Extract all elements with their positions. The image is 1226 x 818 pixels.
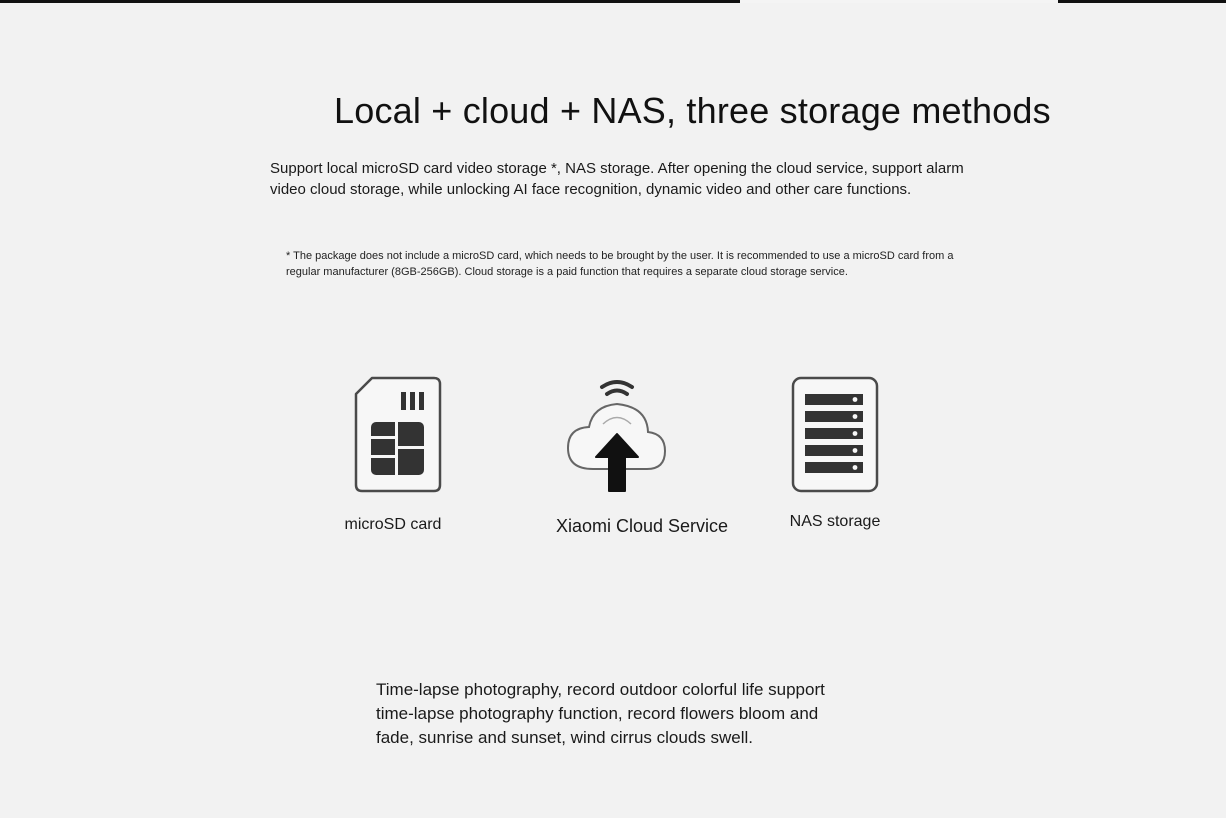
cloud-service-label: Xiaomi Cloud Service xyxy=(555,516,729,536)
microsd-card-label: microSD card xyxy=(344,516,442,533)
intro-text: Support local microSD card video storage *, NAS storage. After opening the cloud service, support alarm video cloud storage, while unlocking AI face recognition, dynamic video and other care functions. xyxy=(270,160,964,198)
nas-storage-label: NAS storage xyxy=(789,513,881,530)
nas-server-icon xyxy=(791,376,879,493)
cloud-upload-icon xyxy=(565,374,669,496)
footnote-text: * The package does not include a microSD card, which needs to be brought by the user. It is recommended to use a microSD card from a regular manufacturer (8GB-256GB). Cloud storage is a paid function that requires a separate cloud storage service. xyxy=(286,250,954,278)
microsd-card-icon xyxy=(354,376,442,493)
top-edge-highlight xyxy=(740,0,1058,3)
page-title: Local + cloud + NAS, three storage methods xyxy=(334,90,1051,131)
timelapse-text: Time-lapse photography, record outdoor colorful life support time-lapse photography function, record flowers bloom and fade, sunrise and sunset, wind cirrus clouds swell. xyxy=(376,680,825,747)
